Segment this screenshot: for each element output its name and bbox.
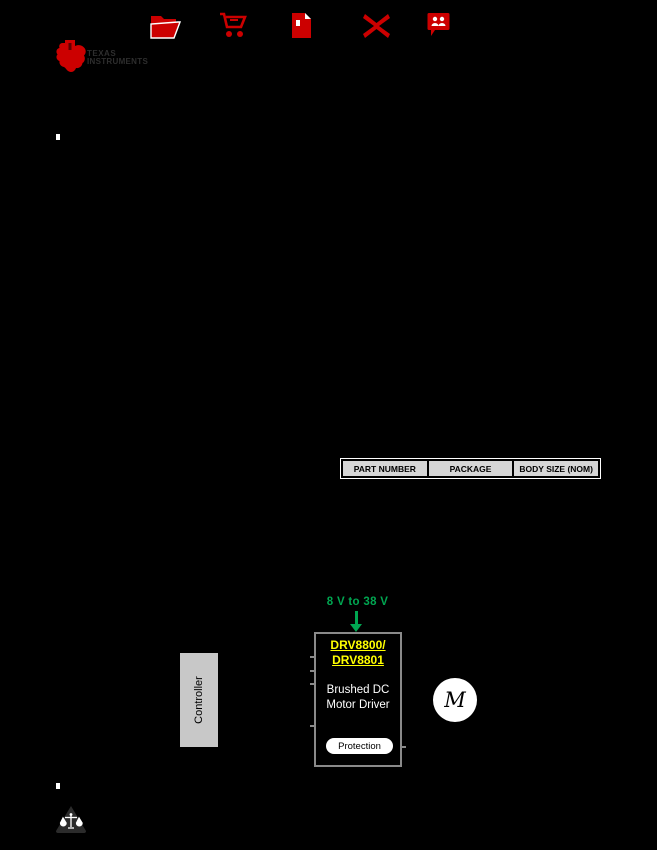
device-info-table-header [341, 459, 600, 478]
pin-stub [310, 656, 316, 658]
pin-stub [310, 670, 316, 672]
ti-logo-wordmark [87, 50, 177, 66]
protection-badge [326, 738, 393, 754]
product-folder-icon[interactable] [150, 13, 181, 39]
footnote-bullet [56, 783, 60, 789]
tools-icon[interactable] [362, 13, 391, 39]
pdf-document-icon[interactable] [291, 12, 312, 39]
pin-stub [310, 683, 316, 685]
driver-name [316, 683, 400, 713]
driver-name-line2: Motor Driver [326, 699, 390, 711]
col-body-size: BODY SIZE (NOM) [513, 460, 599, 477]
pin-stub [310, 725, 316, 727]
link-drv8800[interactable]: DRV8800/ [330, 638, 386, 652]
ti-logo-bug-icon [54, 39, 86, 74]
motor-symbol [433, 678, 477, 722]
col-part-number: PART NUMBER [342, 460, 428, 477]
motor-label: M [444, 688, 466, 712]
col-package: PACKAGE [428, 460, 514, 477]
cart-icon[interactable] [219, 12, 247, 39]
support-community-icon[interactable] [427, 12, 450, 39]
supply-voltage-label: 8 V to 38 V [326, 596, 389, 608]
pin-stub [400, 746, 406, 748]
link-drv8801[interactable]: DRV8801 [332, 653, 384, 667]
legal-scales-icon [55, 805, 87, 833]
driver-block [314, 632, 402, 767]
ti-logo-line1: TEXAS [87, 49, 117, 58]
controller-block [180, 653, 218, 747]
driver-name-line1: Brushed DC [326, 684, 390, 696]
protection-label: Protection [338, 740, 381, 752]
feature-bullet [56, 134, 60, 140]
controller-label: Controller [193, 676, 205, 724]
supply-arrow-head-icon [350, 624, 362, 632]
ti-logo-line2: INSTRUMENTS [87, 57, 149, 66]
